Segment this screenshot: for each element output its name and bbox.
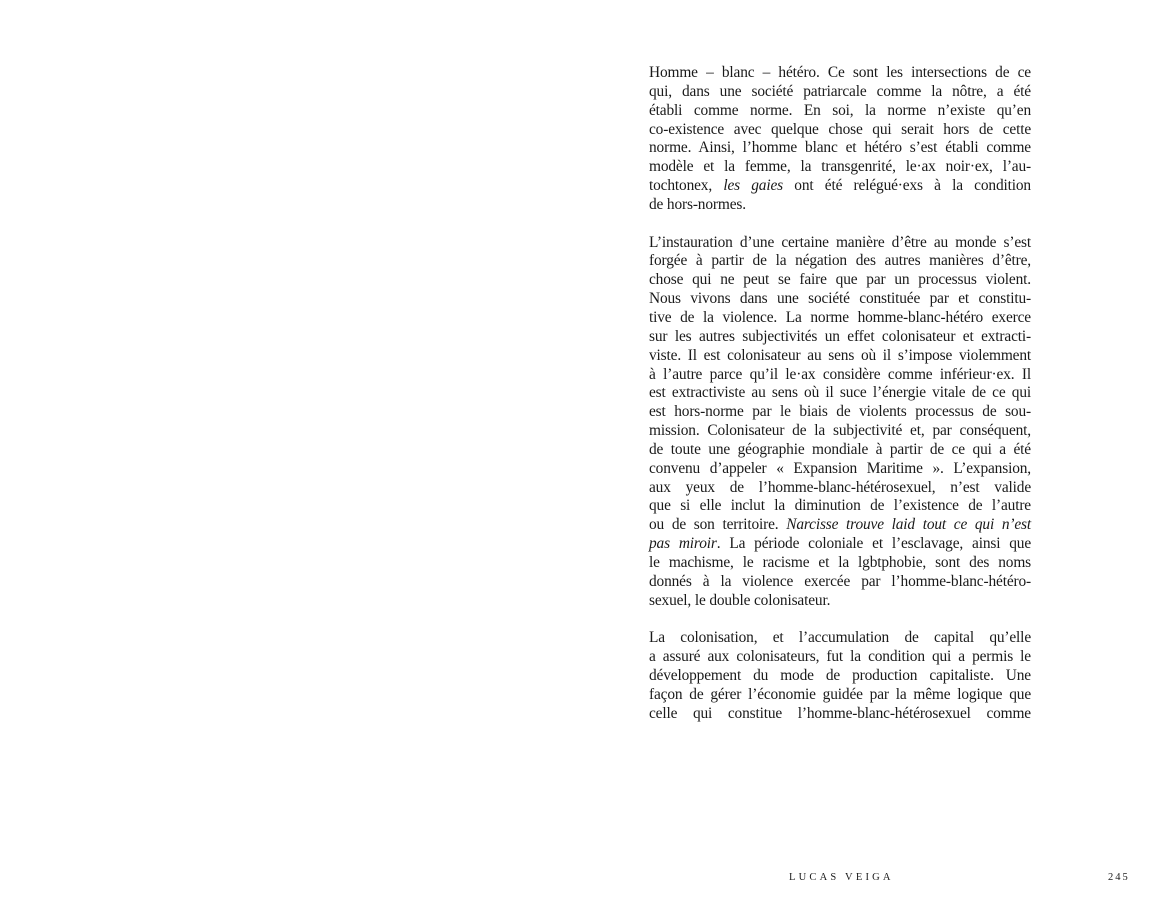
text-line: [649, 535, 1031, 554]
text-line: [649, 271, 1031, 290]
text-segment: le machisme, le racisme et la lgbtphobie, sont des noms: [649, 553, 1031, 571]
text-segment: mission. Colonisateur de la subjectivité et, par conséquent,: [649, 422, 1031, 440]
text-line: [649, 252, 1031, 271]
text-line: [649, 648, 1031, 667]
text-segment: donnés à la violence exercée par l’homme-blanc-hétéro-: [649, 572, 1031, 590]
text-line: [649, 290, 1031, 309]
text-segment: modèle et la femme, la transgenrité, le·ax noir·ex, l’au-: [649, 158, 1031, 176]
text-line: [649, 347, 1031, 366]
text-line: [649, 403, 1031, 422]
text-segment: tive de la violence. La norme homme-blanc-hétéro exerce: [649, 308, 1031, 326]
text-segment: L’instauration d’une certaine manière d’être au monde s’est: [649, 233, 1031, 251]
text-segment: convenu d’appeler « Expansion Maritime ». L’expansion,: [649, 459, 1031, 477]
text-segment: est hors-norme par le biais de violents processus de sou-: [649, 403, 1031, 421]
text-segment: viste. Il est colonisateur au sens où il s’impose violemment: [649, 346, 1031, 364]
text-line: [649, 234, 1031, 253]
text-line: [649, 705, 1031, 724]
text-segment: développement du mode de production capitaliste. Une: [649, 667, 1031, 684]
text-line: [649, 629, 1031, 648]
text-segment: aux yeux de l’homme-blanc-hétérosexuel, n’est valide: [649, 478, 1031, 496]
text-line: [649, 441, 1031, 460]
text-line: [649, 460, 1031, 479]
text-line: [649, 328, 1031, 347]
text-segment: que si elle inclut la diminution de l’existence de l’autre: [649, 497, 1031, 515]
text-segment: Homme – blanc – hétéro. Ce sont les intersections de ce: [649, 64, 1031, 81]
text-segment: qui, dans une société patriarcale comme la nôtre, a été: [649, 82, 1031, 100]
italic-text: les gaies: [723, 177, 783, 195]
paragraph: [649, 234, 1031, 611]
paragraph: [649, 629, 1031, 723]
page-number: 245: [1108, 872, 1130, 883]
text-segment: norme. Ainsi, l’homme blanc et hétéro s’est établi comme: [649, 139, 1031, 157]
text-segment: de hors-normes.: [649, 195, 746, 213]
text-segment: sexuel, le double colonisateur.: [649, 591, 831, 609]
italic-text: pas miroir: [649, 535, 717, 553]
text-segment: La colonisation, et l’accumulation de capital qu’elle: [649, 629, 1031, 647]
text-line: [649, 102, 1031, 121]
text-segment: de toute une géographie mondiale à partir de ce qui a été: [649, 440, 1031, 458]
text-line: [649, 64, 1031, 83]
text-line: [649, 309, 1031, 328]
text-line: [649, 479, 1031, 498]
text-segment: celle qui constitue l’homme-blanc-hétérosexuel comme: [649, 704, 1031, 722]
text-line: [649, 139, 1031, 158]
text-line: [649, 667, 1031, 686]
text-line: [649, 384, 1031, 403]
text-segment: forgée à partir de la négation des autres manières d’être,: [649, 252, 1031, 270]
text-line: [649, 497, 1031, 516]
italic-text: Narcisse trouve laid tout ce qui n’est: [786, 516, 1031, 534]
text-segment: co-existence avec quelque chose qui serait hors de cette: [649, 120, 1031, 138]
text-segment: a assuré aux colonisateurs, fut la condition qui a permis le: [649, 648, 1031, 666]
text-line: [649, 177, 1031, 196]
text-line: [649, 686, 1031, 705]
text-line: [649, 516, 1031, 535]
text-line: [649, 573, 1031, 592]
text-line: [649, 592, 1031, 611]
text-line: [649, 554, 1031, 573]
text-line: [649, 196, 1031, 215]
text-segment: sur les autres subjectivités un effet colonisateur et extracti-: [649, 327, 1031, 345]
text-segment: à l’autre parce qu’il le·ax considère comme inférieur·ex. Il: [649, 365, 1031, 383]
text-line: [649, 83, 1031, 102]
body-text: [649, 64, 1031, 742]
text-segment: Nous vivons dans une société constituée par et constitu-: [649, 290, 1031, 308]
text-line: [649, 422, 1031, 441]
text-segment: établi comme norme. En soi, la norme n’existe qu’en: [649, 101, 1031, 119]
text-segment: . La période coloniale et l’esclavage, ainsi que: [716, 535, 1032, 553]
text-segment: façon de gérer l’économie guidée par la même logique que: [649, 685, 1031, 703]
text-segment: chose qui ne peut se faire que par un processus violent.: [649, 271, 1031, 289]
text-segment: ont été relégué·exs à la condition: [783, 177, 1031, 195]
text-line: [649, 158, 1031, 177]
text-segment: est extractiviste au sens où il suce l’énergie vitale de ce qui: [649, 384, 1031, 402]
text-line: [649, 366, 1031, 385]
running-footer-author: LUCAS VEIGA: [789, 872, 894, 883]
text-segment: ou de son territoire.: [649, 516, 787, 534]
text-segment: tochtonex,: [649, 177, 724, 195]
paragraph: [649, 64, 1031, 215]
text-line: [649, 121, 1031, 140]
